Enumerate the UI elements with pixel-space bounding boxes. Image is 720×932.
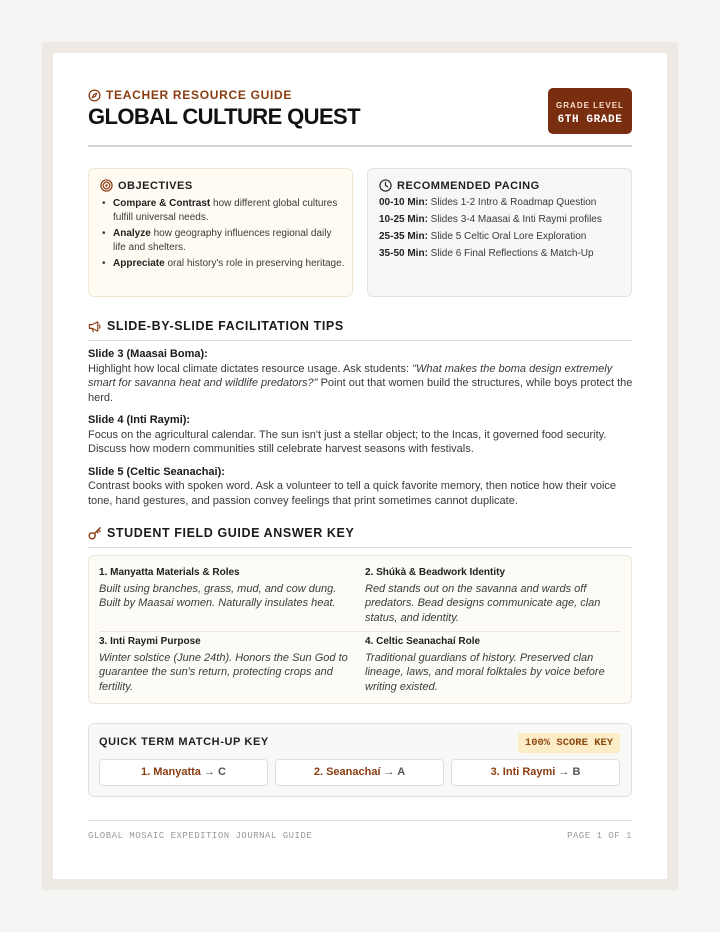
match-pair xyxy=(275,759,444,786)
list-item xyxy=(379,196,624,213)
tips-heading-label: SLIDE-BY-SLIDE FACILITATION TIPS xyxy=(107,319,344,333)
answer-key-title: 4. Celtic Seanachaí Role xyxy=(365,636,481,647)
list-item xyxy=(100,197,345,224)
answer-key-text: Built using branches, grass, mud, and cow dung. Built by Maasai women. Naturally insulates heat. xyxy=(99,582,337,609)
objective-text: how geography influences regional daily life and shelters. xyxy=(113,228,332,253)
answer-key-text: Winter solstice (June 24th). Honors the Sun God to guarantee the sun's return, protecting crops and fertility. xyxy=(99,651,348,693)
list-item xyxy=(379,247,624,264)
pacing-time: 10-25 Min: xyxy=(379,214,428,225)
grade-badge-value: 6TH GRADE xyxy=(557,114,623,126)
page-title: GLOBAL CULTURE QUEST xyxy=(88,104,360,129)
target-icon xyxy=(100,179,113,192)
tip-title: Slide 4 (Inti Raymi): xyxy=(88,414,191,426)
pacing-heading xyxy=(379,179,540,192)
eyebrow xyxy=(88,86,292,104)
pacing-time: 25-35 Min: xyxy=(379,231,428,242)
match-answer: → C xyxy=(200,766,226,778)
pacing-list xyxy=(379,196,624,264)
objective-text: oral history's role in preserving heritage. xyxy=(164,258,345,269)
answer-key-title: 3. Inti Raymi Purpose xyxy=(99,636,201,647)
match-answer: → A xyxy=(380,766,406,778)
match-pair xyxy=(451,759,620,786)
pacing-time: 00-10 Min: xyxy=(379,197,428,208)
tip-item xyxy=(88,347,636,405)
pacing-text: Slides 3-4 Maasai & Inti Raymi profiles xyxy=(427,214,602,225)
footer-divider xyxy=(88,820,632,821)
objective-lead: Analyze xyxy=(113,228,151,239)
answer-key-title: 2. Shúkà & Beadwork Identity xyxy=(365,567,506,578)
footer-title: GLOBAL MOSAIC EXPEDITION JOURNAL GUIDE xyxy=(88,831,313,841)
key-icon xyxy=(88,526,102,540)
tip-title: Slide 5 (Celtic Seanachai): xyxy=(88,465,225,478)
tip-item xyxy=(88,413,636,457)
score-badge: 100% SCORE KEY xyxy=(518,733,620,753)
match-term: 3. Inti Raymi xyxy=(490,766,556,778)
objectives-heading-label: OBJECTIVES xyxy=(118,179,193,192)
answer-key-text: Traditional guardians of history. Preserved clan lineage, laws, and moral folktales by voice before writing existed. xyxy=(365,651,605,693)
tip-quote: "What makes the boma design extremely smart for savanna heat and wildlife predators?" xyxy=(88,362,613,389)
match-term: 2. Seanachaí xyxy=(313,766,381,778)
match-up-heading: QUICK TERM MATCH-UP KEY xyxy=(99,736,269,748)
pacing-text: Slide 6 Final Reflections & Match-Up xyxy=(427,248,594,259)
answer-key-item xyxy=(365,635,617,694)
eyebrow-label: TEACHER RESOURCE GUIDE xyxy=(106,88,293,102)
answer-key-item xyxy=(365,566,617,625)
objective-lead: Appreciate xyxy=(113,258,165,269)
tip-text: Contrast books with spoken word. Ask a volunteer to tell a quick favorite memory, then notice how their voice tone, hand gestures, and passion convey feelings that print sometimes cannot duplicate. xyxy=(88,480,617,507)
answer-key-item xyxy=(99,635,351,694)
answer-key-row-divider xyxy=(99,631,620,632)
objectives-heading xyxy=(100,179,193,192)
tip-title: Slide 3 (Maasai Boma): xyxy=(88,348,208,360)
answer-key-heading-label: STUDENT FIELD GUIDE ANSWER KEY xyxy=(107,526,355,540)
pacing-text: Slides 1-2 Intro & Roadmap Question xyxy=(427,197,597,208)
match-term: 1. Manyatta xyxy=(141,766,201,778)
list-item xyxy=(379,213,624,230)
pacing-time: 35-50 Min: xyxy=(379,248,428,259)
tip-text xyxy=(88,362,636,406)
tip-text: Focus on the agricultural calendar. The sun isn't just a stellar object; to the Incas, it governed food security. Discuss how modern communities still celebrate harvest seasons with festivals. xyxy=(88,428,607,455)
objective-lead: Compare & Contrast xyxy=(113,198,211,209)
pacing-text: Slide 5 Celtic Oral Lore Exploration xyxy=(427,231,587,242)
grade-badge xyxy=(548,88,632,134)
answer-key-heading xyxy=(88,526,354,540)
tips-heading xyxy=(88,319,344,333)
answer-key-divider xyxy=(88,547,632,548)
match-answer: → B xyxy=(555,766,581,778)
match-pair xyxy=(99,759,268,786)
list-item xyxy=(100,227,345,254)
tip-text-lead: Highlight how local climate dictates resource usage. Ask students: xyxy=(88,362,413,375)
tip-item xyxy=(88,465,636,509)
header-divider xyxy=(88,145,632,147)
compass-icon xyxy=(88,89,101,102)
list-item xyxy=(379,230,624,247)
pacing-heading-label: RECOMMENDED PACING xyxy=(397,179,540,192)
tips-divider xyxy=(88,340,632,341)
objective-text: how different global cultures fulfill universal needs. xyxy=(113,198,338,223)
tips-body xyxy=(88,347,636,516)
page-number: PAGE 1 OF 1 xyxy=(567,831,632,841)
answer-key-title: 1. Manyatta Materials & Roles xyxy=(99,567,240,578)
objectives-list xyxy=(100,197,345,274)
tip-text-after: Point out that women build the structures, while boys protect the herd. xyxy=(88,377,633,404)
answer-key-item xyxy=(99,566,351,611)
megaphone-icon xyxy=(88,320,102,333)
list-item xyxy=(100,257,345,271)
clock-icon xyxy=(379,179,392,192)
answer-key-text: Red stands out on the savanna and wards off predators. Bead designs communicate age, clan status, and identity. xyxy=(365,582,601,624)
grade-badge-label: GRADE LEVEL xyxy=(556,101,624,110)
